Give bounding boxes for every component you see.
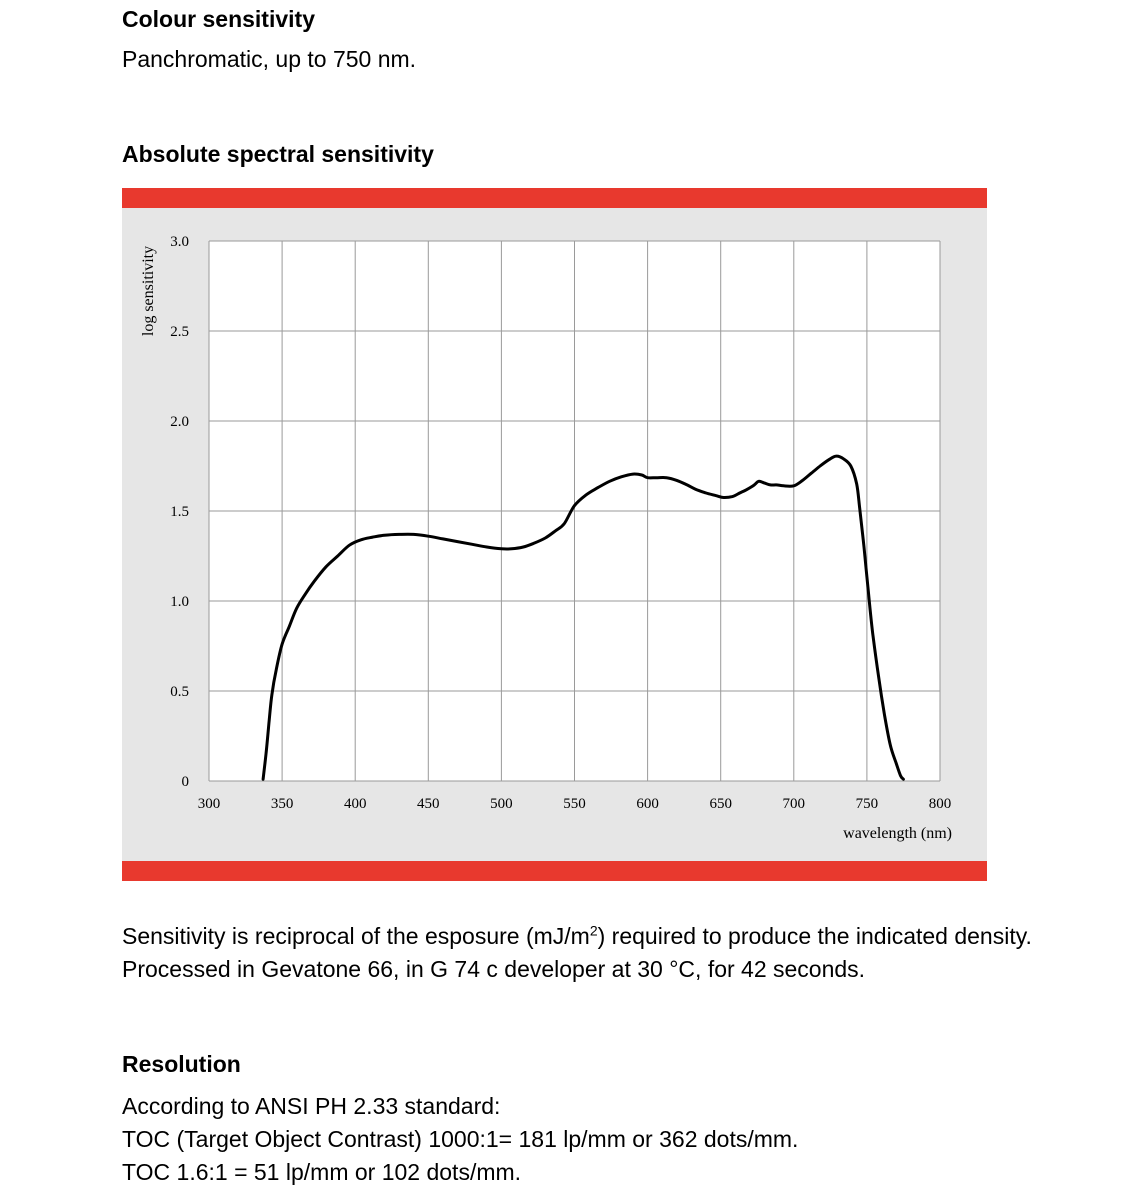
- colour-sensitivity-text: Panchromatic, up to 750 nm.: [122, 46, 417, 72]
- spectral-sensitivity-chart: [122, 188, 987, 881]
- y-tick-label: 2.0: [170, 414, 189, 430]
- x-axis-title: wavelength (nm): [843, 825, 952, 842]
- sensitivity-note: [122, 920, 1032, 986]
- x-tick-label: 450: [417, 796, 440, 812]
- y-tick-label: 1.0: [170, 594, 189, 610]
- x-tick-label: 650: [709, 796, 732, 812]
- x-tick-label: 600: [636, 796, 659, 812]
- x-tick-label: 300: [197, 796, 221, 812]
- x-tick-label: 700: [782, 796, 806, 812]
- y-tick-label: 3.0: [170, 234, 189, 250]
- note-text-before: Sensitivity is reciprocal of the esposure (mJ/m: [122, 923, 590, 949]
- note-superscript: 2: [589, 922, 598, 939]
- y-tick-label: 0: [181, 774, 189, 790]
- y-axis-title: log sensitivity: [140, 245, 157, 337]
- x-tick-label: 550: [563, 796, 586, 812]
- chart-panel: [122, 188, 987, 881]
- chart-bottom-bar: [122, 861, 987, 881]
- colour-sensitivity-heading: Colour sensitivity: [122, 6, 315, 32]
- resolution-line: TOC 1.6:1 = 51 lp/mm or 102 dots/mm.: [122, 1159, 522, 1185]
- resolution-text: [122, 1090, 798, 1189]
- sensitivity-note-line-2: Processed in Gevatone 66, in G 74 c developer at 30 °C, for 42 seconds.: [122, 956, 866, 982]
- sensitivity-note-line-1: [122, 920, 1032, 953]
- x-tick-label: 800: [928, 796, 952, 812]
- x-tick-label: 750: [855, 796, 879, 812]
- y-tick-label: 2.5: [170, 324, 189, 340]
- resolution-heading: Resolution: [122, 1051, 241, 1077]
- note-text-after: ) required to produce the indicated density.: [597, 923, 1032, 949]
- resolution-line: According to ANSI PH 2.33 standard:: [122, 1093, 501, 1119]
- x-tick-label: 500: [490, 796, 513, 812]
- y-tick-label: 1.5: [170, 504, 189, 520]
- x-tick-label: 350: [270, 796, 294, 812]
- x-tick-label: 400: [343, 796, 367, 812]
- y-tick-label: 0.5: [170, 684, 189, 700]
- spectral-sensitivity-heading: Absolute spectral sensitivity: [122, 141, 434, 167]
- resolution-line: TOC (Target Object Contrast) 1000:1= 181 lp/mm or 362 dots/mm.: [122, 1126, 799, 1152]
